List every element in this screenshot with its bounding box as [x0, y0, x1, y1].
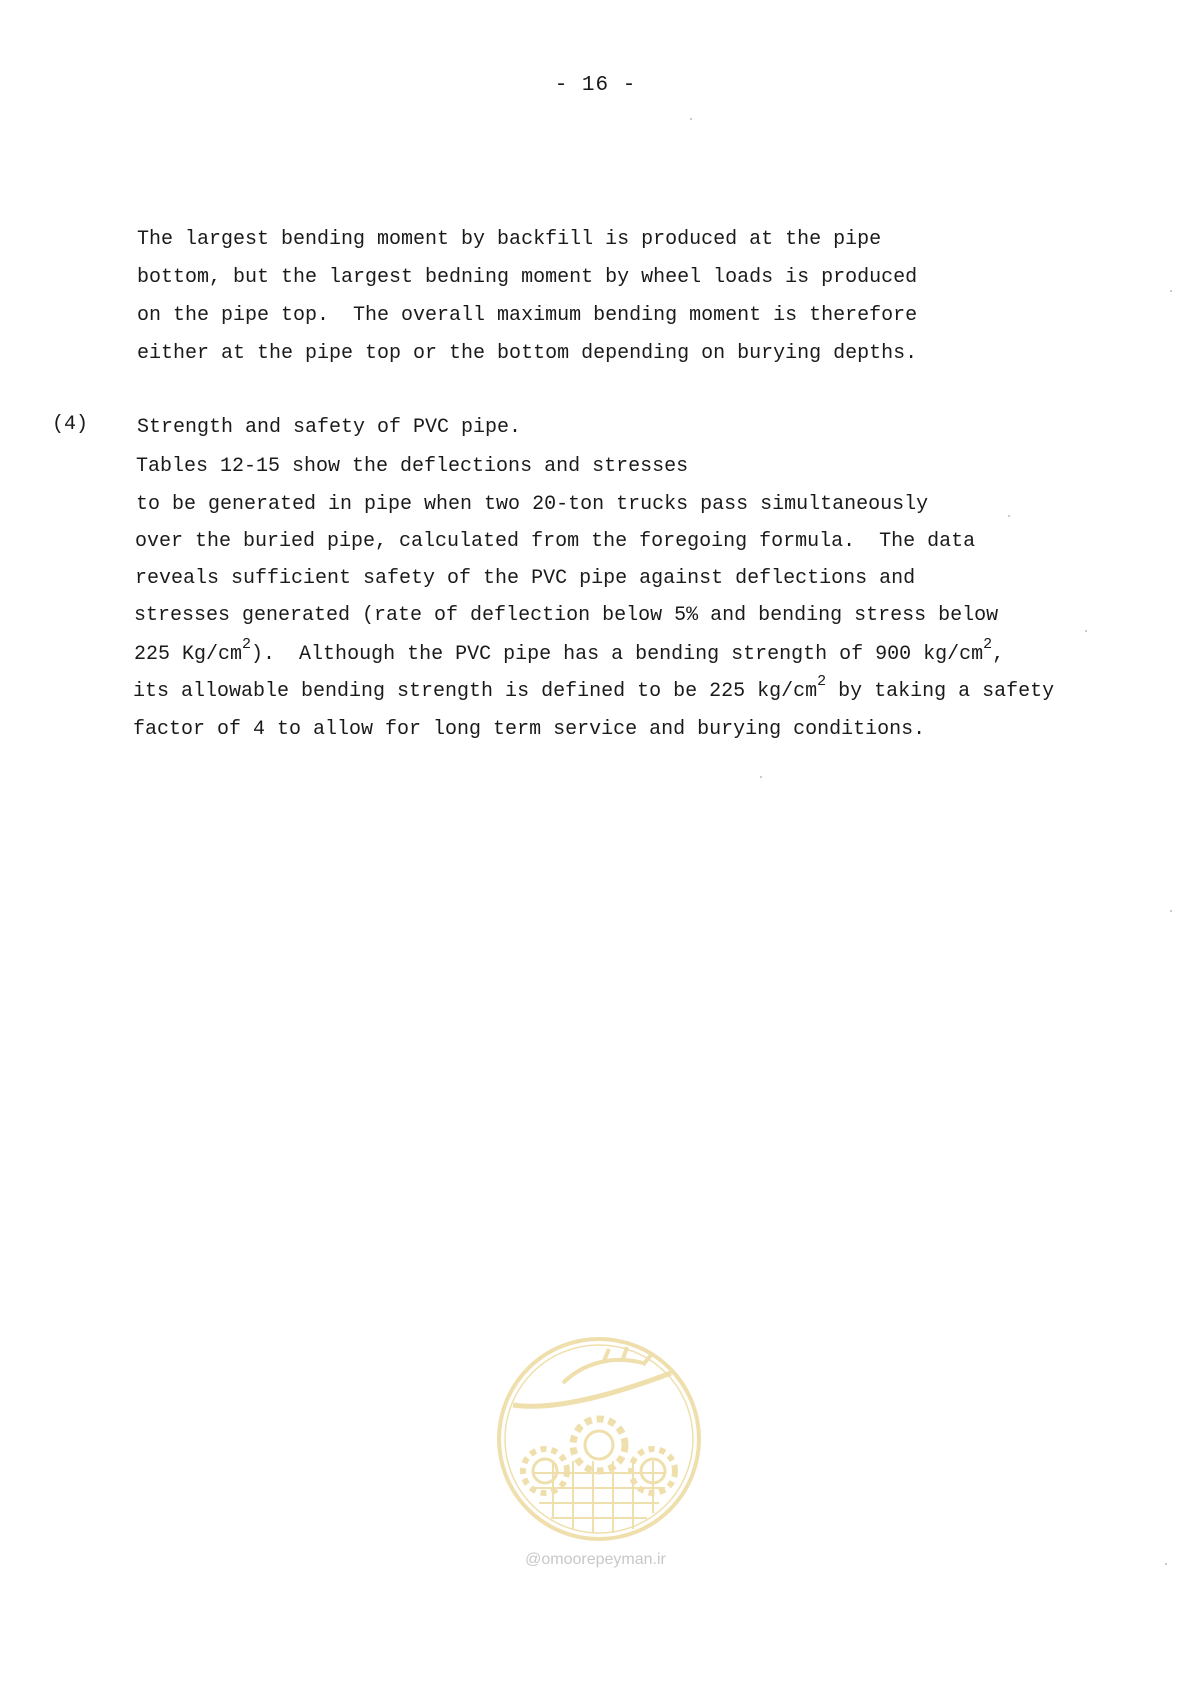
scan-speck: [1085, 630, 1087, 632]
scan-speck: [1170, 290, 1172, 292]
watermark-url: @omoorepeyman.ir: [525, 1551, 666, 1568]
section-line-6: [134, 636, 1005, 667]
line7-text-b: by taking a safety: [826, 680, 1055, 703]
scan-speck: [690, 118, 692, 120]
scan-speck: [1165, 1563, 1167, 1565]
watermark-logo: [493, 1333, 705, 1545]
section-marker: (4): [52, 413, 89, 436]
line6-superscript-2: 2: [983, 636, 993, 654]
section-line-2: to be generated in pipe when two 20-ton trucks pass simultaneously: [136, 493, 929, 516]
line7-superscript: 2: [817, 673, 827, 691]
paragraph-a-line-4: either at the pipe top or the bottom depending on burying depths.: [137, 342, 918, 365]
section-line-1: Tables 12-15 show the deflections and stresses: [136, 455, 689, 478]
page-number: - 16 -: [554, 74, 637, 97]
section-line-8: factor of 4 to allow for long term service and burying conditions.: [133, 718, 926, 741]
line6-text-c: ,: [992, 643, 1005, 666]
scan-speck: [1008, 515, 1010, 517]
paragraph-a-line-1: The largest bending moment by backfill is produced at the pipe: [137, 228, 882, 251]
section-line-3: over the buried pipe, calculated from the foregoing formula. The data: [135, 530, 976, 553]
paragraph-a-line-3: on the pipe top. The overall maximum bending moment is therefore: [137, 304, 918, 327]
line6-text-b: ). Although the PVC pipe has a bending strength of 900 kg/cm: [251, 643, 984, 666]
section-line-5: stresses generated (rate of deflection below 5% and bending stress below: [134, 604, 999, 627]
line6-superscript-1: 2: [242, 636, 252, 654]
scan-speck: [760, 776, 762, 778]
section-line-7: [133, 673, 1055, 704]
section-heading: Strength and safety of PVC pipe.: [137, 416, 522, 439]
line7-text-a: its allowable bending strength is defined to be 225 kg/cm: [133, 680, 818, 703]
section-line-4: reveals sufficient safety of the PVC pipe against deflections and: [135, 567, 916, 590]
scan-speck: [1170, 910, 1172, 912]
line6-text-a: 225 Kg/cm: [134, 643, 243, 666]
paragraph-a-line-2: bottom, but the largest bedning moment by wheel loads is produced: [137, 266, 918, 289]
